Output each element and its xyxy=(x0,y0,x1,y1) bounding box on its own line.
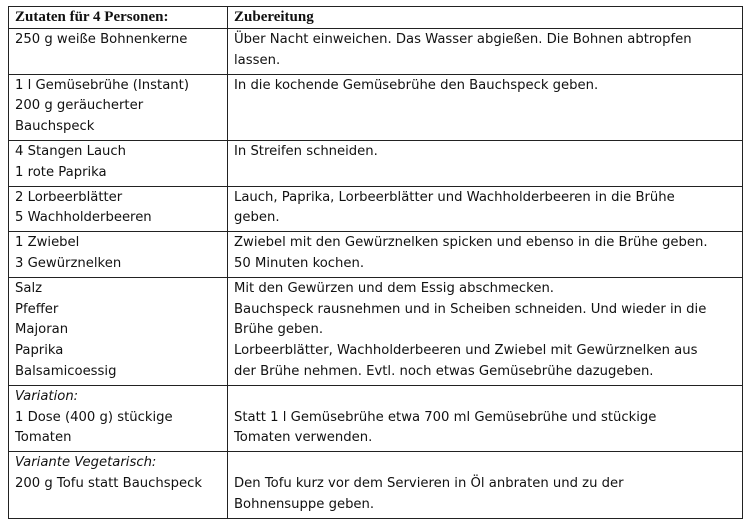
ingredient-line: 1 Zwiebel xyxy=(15,235,80,251)
preparation-line: der Brühe nehmen. Evtl. noch etwas Gemüsebrühe dazugeben. xyxy=(234,363,654,379)
ingredients-cell xyxy=(9,385,228,451)
ingredients-cell xyxy=(9,452,228,518)
preparation-line: Brühe geben. xyxy=(234,322,324,338)
table-row xyxy=(9,186,743,232)
preparation-line: Tomaten verwenden. xyxy=(234,430,373,446)
ingredients-cell xyxy=(9,186,228,232)
preparation-cell xyxy=(228,385,743,451)
preparation-cell xyxy=(228,452,743,518)
table-row xyxy=(9,232,743,278)
preparation-line: lassen. xyxy=(234,52,281,68)
spacer xyxy=(234,387,736,408)
preparation-header: Zubereitung xyxy=(228,7,743,29)
preparation-line: Statt 1 l Gemüsebrühe etwa 700 ml Gemüsebrühe und stückige xyxy=(234,409,657,425)
preparation-line: Mit den Gewürzen und dem Essig abschmecken. xyxy=(234,280,554,296)
ingredients-cell xyxy=(9,74,228,140)
recipe-table xyxy=(8,6,743,519)
preparation-line: geben. xyxy=(234,210,280,226)
preparation-line: Bauchspeck rausnehmen und in Scheiben schneiden. Und wieder in die xyxy=(234,301,707,317)
ingredient-line: 1 rote Paprika xyxy=(15,164,107,180)
ingredients-cell xyxy=(9,140,228,186)
table-row xyxy=(9,74,743,140)
ingredient-line: 250 g weiße Bohnenkerne xyxy=(15,32,188,47)
ingredient-line: 5 Wachholderbeeren xyxy=(15,210,152,226)
ingredient-line: 200 g Tofu statt Bauchspeck xyxy=(15,475,202,491)
ingredient-line: Salz xyxy=(15,280,43,296)
preparation-cell xyxy=(228,232,743,278)
spacer xyxy=(234,453,736,474)
preparation-line: In Streifen schneiden. xyxy=(234,143,378,159)
preparation-line: Zwiebel mit den Gewürznelken spicken und ebenso in die Brühe geben. xyxy=(234,235,708,251)
preparation-line: Lorbeerblätter, Wachholderbeeren und Zwiebel mit Gewürznelken aus xyxy=(234,343,698,359)
preparation-cell xyxy=(228,277,743,385)
ingredient-line: 2 Lorbeerblätter xyxy=(15,189,123,205)
ingredient-line: Paprika xyxy=(15,343,64,359)
preparation-line: In die kochende Gemüsebrühe den Bauchspeck geben. xyxy=(234,77,599,93)
preparation-line: Bohnensuppe geben. xyxy=(234,496,375,512)
ingredient-line: 1 Dose (400 g) stückige xyxy=(15,409,173,425)
variation-label: Variation: xyxy=(15,388,79,404)
ingredients-cell xyxy=(9,29,228,75)
ingredient-line: Bauchspeck xyxy=(15,119,95,135)
preparation-line: Lauch, Paprika, Lorbeerblätter und Wachholderbeeren in die Brühe xyxy=(234,189,675,205)
table-row xyxy=(9,140,743,186)
preparation-cell xyxy=(228,74,743,140)
ingredient-line: 1 l Gemüsebrühe (Instant) xyxy=(15,77,189,93)
ingredient-line: 4 Stangen Lauch xyxy=(15,143,126,159)
ingredient-line: Balsamicoessig xyxy=(15,363,117,379)
preparation-cell xyxy=(228,29,743,75)
table-row xyxy=(9,385,743,451)
preparation-line: 50 Minuten kochen. xyxy=(234,255,365,271)
ingredient-line: Tomaten xyxy=(15,430,72,446)
ingredients-cell xyxy=(9,232,228,278)
ingredients-header: Zutaten für 4 Personen: xyxy=(9,7,228,29)
variation-label: Variante Vegetarisch: xyxy=(15,455,157,471)
ingredient-line: 200 g geräucherter xyxy=(15,98,144,114)
ingredient-line: Majoran xyxy=(15,322,69,338)
ingredient-line: 3 Gewürznelken xyxy=(15,255,122,271)
ingredients-cell xyxy=(9,277,228,385)
preparation-cell xyxy=(228,186,743,232)
ingredient-line: Pfeffer xyxy=(15,301,59,317)
table-row xyxy=(9,277,743,385)
table-row xyxy=(9,452,743,518)
table-header-row xyxy=(9,7,743,29)
table-row xyxy=(9,29,743,75)
preparation-line: Über Nacht einweichen. Das Wasser abgießen. Die Bohnen abtropfen xyxy=(234,32,692,47)
preparation-line: Den Tofu kurz vor dem Servieren in Öl anbraten und zu der xyxy=(234,475,624,491)
preparation-cell xyxy=(228,140,743,186)
